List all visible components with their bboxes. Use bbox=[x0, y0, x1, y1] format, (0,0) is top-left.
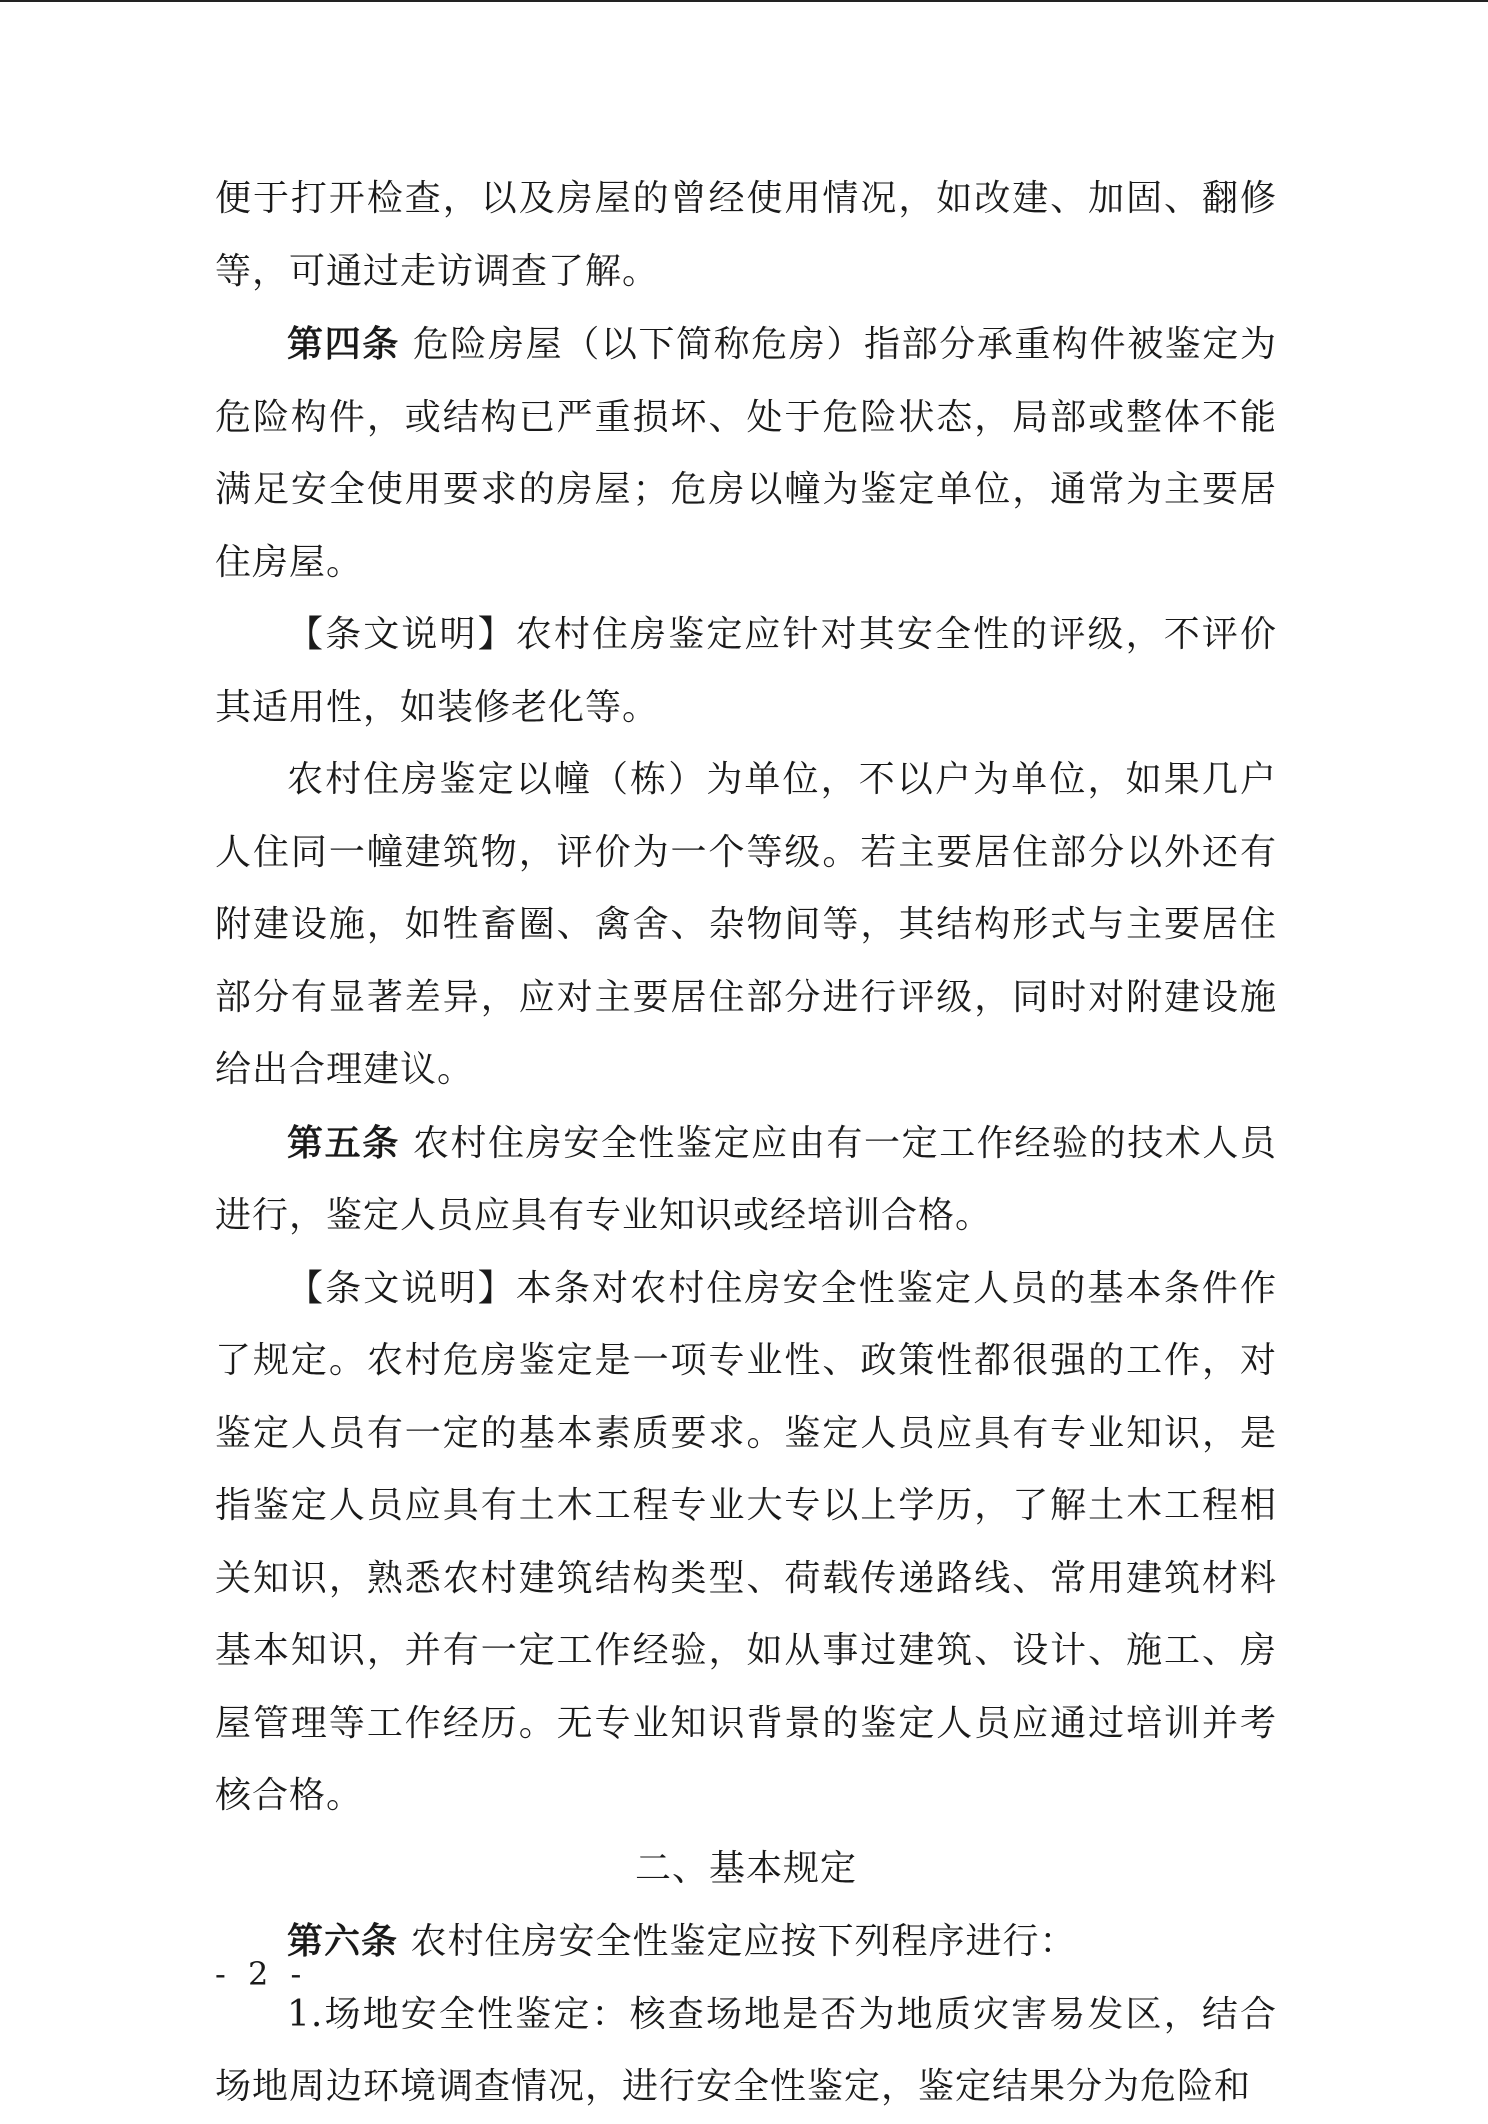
top-border bbox=[0, 0, 1488, 2]
article-5 bbox=[215, 1107, 1277, 1253]
section-title: 二、基本规定 bbox=[634, 1847, 857, 1889]
article-5-note bbox=[215, 1253, 1277, 1833]
note-text: 农村住房鉴定以幢（栋）为单位，不以户为单位，如果几户人住同一幢建筑物，评价为一个等级。若主要居住部分以外还有附建设施，如牲畜圈、禽舍、杂物间等，其结构形式与主要居住部分有显著差异，应对主要居住部分进行评级，同时对附建设施给出合理建议。 bbox=[215, 759, 1277, 1090]
article-heading: 第四条 bbox=[287, 323, 400, 365]
article-6-item-1 bbox=[215, 1979, 1277, 2124]
article-text: 农村住房安全性鉴定应按下列程序进行： bbox=[398, 1921, 1077, 1962]
section-heading bbox=[215, 1833, 1277, 1906]
paragraph-continuation bbox=[215, 163, 1277, 308]
article-4 bbox=[215, 308, 1277, 599]
article-6 bbox=[215, 1905, 1277, 1979]
article-heading: 第六条 bbox=[287, 1920, 399, 1962]
page-number: - 2 - bbox=[215, 1955, 308, 1993]
document-body bbox=[215, 163, 1277, 2124]
article-4-note bbox=[215, 599, 1277, 744]
article-4-note-detail bbox=[215, 744, 1277, 1107]
article-text: 农村住房安全性鉴定应由有一定工作经验的技术人员进行，鉴定人员应具有专业知识或经培训合格。 bbox=[215, 1122, 1277, 1236]
note-text: 【条文说明】农村住房鉴定应针对其安全性的评级，不评价其适用性，如装修老化等。 bbox=[215, 614, 1277, 728]
list-item-text: 1.场地安全性鉴定：核查场地是否为地质灾害易发区，结合场地周边环境调查情况，进行安全性鉴定，鉴定结果分为危险和 bbox=[215, 1993, 1277, 2107]
note-text: 【条文说明】本条对农村住房安全性鉴定人员的基本条件作了规定。农村危房鉴定是一项专业性、政策性都很强的工作，对鉴定人员有一定的基本素质要求。鉴定人员应具有专业知识，是指鉴定人员应具有土木工程专业大专以上学历，了解土木工程相关知识，熟悉农村建筑结构类型、荷载传递路线、常用建筑材料基本知识，并有一定工作经验，如从事过建筑、设计、施工、房屋管理等工作经历。无专业知识背景的鉴定人员应通过培训并考核合格。 bbox=[215, 1267, 1277, 1816]
article-heading: 第五条 bbox=[287, 1121, 400, 1164]
article-text: 危险房屋（以下简称危房）指部分承重构件被鉴定为危险构件，或结构已严重损坏、处于危险状态，局部或整体不能满足安全使用要求的房屋；危房以幢为鉴定单位，通常为主要居住房屋。 bbox=[215, 324, 1277, 583]
paragraph-text: 便于打开检查，以及房屋的曾经使用情况，如改建、加固、翻修等，可通过走访调查了解。 bbox=[215, 178, 1277, 292]
